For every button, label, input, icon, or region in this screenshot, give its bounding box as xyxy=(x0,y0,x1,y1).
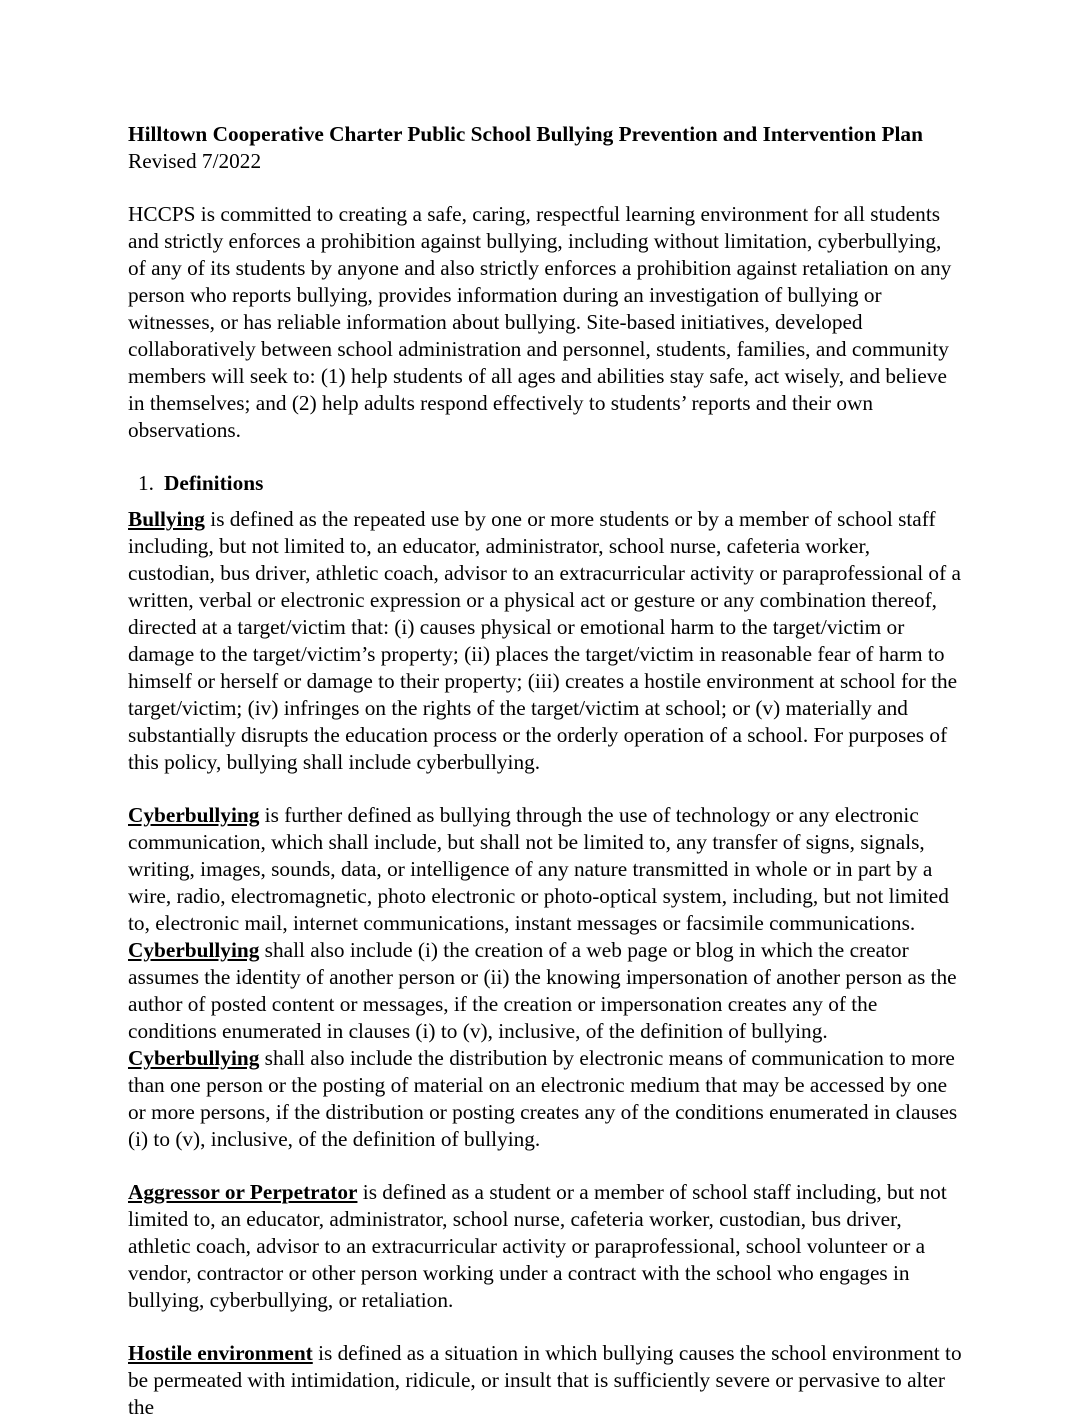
defined-term: Cyberbullying xyxy=(128,938,260,962)
body-text: is defined as the repeated use by one or more students or by a member of school staff including, but not limited to, an educator, administrator, school nurse, cafeteria worker, custodian, bus driver, athletic coach, advisor to an extracurricular activity or paraprofessional of a written, verbal or electronic expression or a physical act or gesture or any combination thereof, directed at a target/victim that: (i) causes physical or emotional harm to the target/victim or damage to the target/victim’s property; (ii) places the target/victim in reasonable fear of harm to himself or herself or damage to their property; (iii) creates a hostile environment at school for the target/victim; (iv) infringes on the rights of the target/victim at school; or (v) materially and substantially disrupts the education process or the orderly operation of a school. For purposes of this policy, bullying shall include cyberbullying. xyxy=(128,507,961,774)
defined-term: Cyberbullying xyxy=(128,803,260,827)
defined-term: Aggressor or Perpetrator xyxy=(128,1180,358,1204)
body-text: shall also include (i) the creation of a web page or blog in which the creator assumes the identity of another person or (ii) the knowing impersonation of another person as the author of posted content or messages, if the creation or impersonation creates any of the conditions enumerated in clauses (i) to (v), inclusive, of the definition of bullying. xyxy=(128,938,957,1043)
defined-term: Hostile environment xyxy=(128,1341,313,1365)
definition-hostile-environment xyxy=(128,1340,962,1421)
body-text: is defined as a student or a member of school staff including, but not limited to, an educator, administrator, school nurse, cafeteria worker, custodian, bus driver, athletic coach, advisor to an extracurricular activity or paraprofessional, school volunteer or a vendor, contractor or other person working under a contract with the school who engages in bullying, cyberbullying, or retaliation. xyxy=(128,1180,947,1312)
definition-cyberbullying xyxy=(128,802,962,1153)
defined-term: Cyberbullying xyxy=(128,1046,260,1070)
body-text: is further defined as bullying through the use of technology or any electronic communication, which shall include, but shall not be limited to, any transfer of signs, signals, writing, images, sounds, data, or intelligence of any nature transmitted in whole or in part by a wire, radio, electromagnetic, photo electronic or photo-optical system, including, but not limited to, electronic mail, internet communications, instant messages or facsimile communications. xyxy=(128,803,949,935)
intro-paragraph xyxy=(128,201,962,444)
body-text: shall also include the distribution by electronic means of communication to more than one person or the posting of material on an electronic medium that may be accessed by one or more persons, if the distribution or posting creates any of the conditions enumerated in clauses (i) to (v), inclusive, of the definition of bullying. xyxy=(128,1046,958,1151)
document-revision-line: Revised 7/2022 xyxy=(128,149,262,173)
defined-term: Bullying xyxy=(128,507,205,531)
section-number: 1. xyxy=(138,471,154,495)
definition-aggressor-or-perpetrator xyxy=(128,1179,962,1314)
section-label: Definitions xyxy=(163,471,264,495)
body-text: HCCPS is committed to creating a safe, caring, respectful learning environment for all students and strictly enforces a prohibition against bullying, including without limitation, cyberbullying, of any of its students by anyone and also strictly enforces a prohibition against retaliation on any person who reports bullying, provides information during an investigation of bullying or witnesses, or has reliable information about bullying. Site-based initiatives, developed collaboratively between school administration and personnel, students, families, and community members will seek to: (1) help students of all ages and abilities stay safe, act wisely, and believe in themselves; and (2) help adults respond effectively to students’ reports and their own observations. xyxy=(128,202,952,442)
document-title: Hilltown Cooperative Charter Public School Bullying Prevention and Intervention Plan xyxy=(128,122,923,146)
definitions-section-heading xyxy=(128,470,962,497)
definition-bullying xyxy=(128,506,962,776)
body-text: is defined as a situation in which bullying causes the school environment to be permeated with intimidation, ridicule, or insult that is sufficiently severe or pervasive to alter the xyxy=(128,1341,962,1419)
